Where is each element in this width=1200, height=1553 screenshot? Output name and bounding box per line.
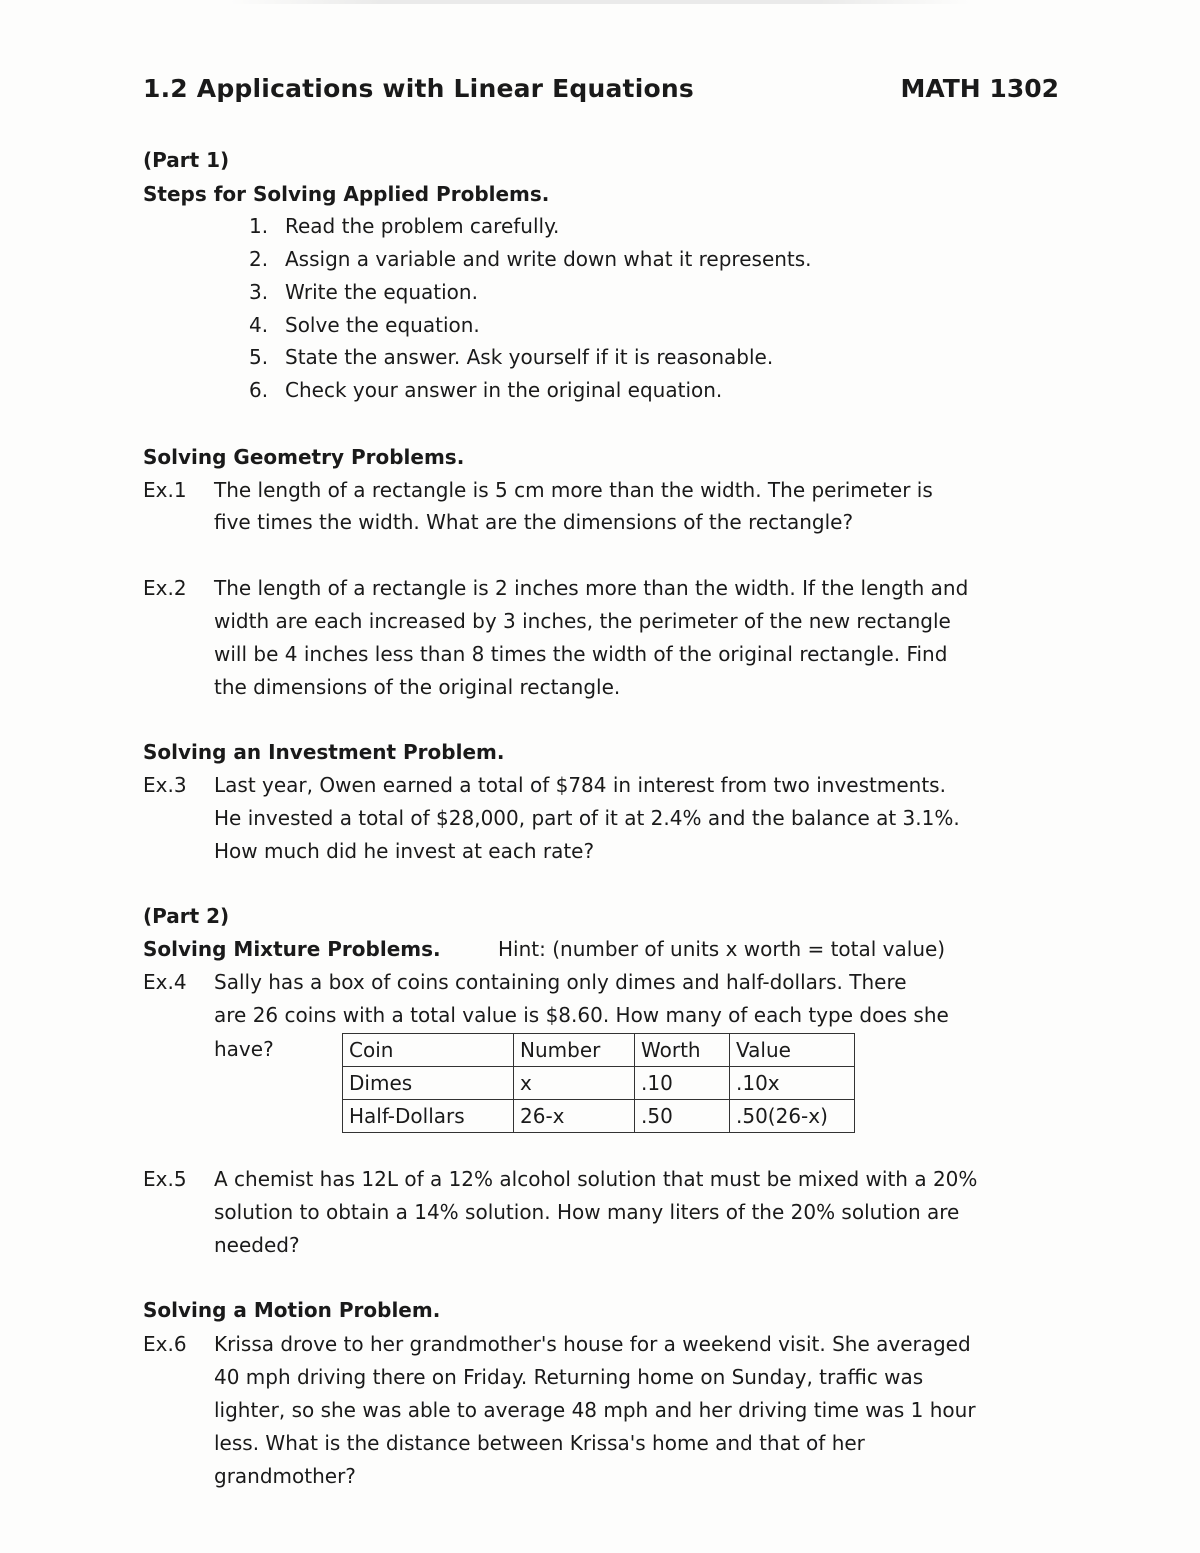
steps-heading: Steps for Solving Applied Problems. [143, 182, 550, 206]
part1-label: (Part 1) [143, 148, 230, 172]
ex2-label: Ex.2 [143, 576, 187, 600]
ex3-line: He invested a total of $28,000, part of it at 2.4% and the balance at 3.1%. [214, 806, 960, 830]
table-header-cell: Coin [343, 1034, 514, 1067]
step-number: 6. [249, 378, 269, 402]
ex6-line: Krissa drove to her grandmother's house for a weekend visit. She averaged [214, 1332, 971, 1356]
ex4-label: Ex.4 [143, 970, 187, 994]
coin-table [342, 1033, 855, 1133]
scan-edge [230, 0, 970, 4]
table-header-cell: Worth [635, 1034, 730, 1067]
page-title: 1.2 Applications with Linear Equations [143, 74, 694, 103]
step-item [249, 380, 722, 400]
step-number: 4. [249, 313, 269, 337]
motion-heading: Solving a Motion Problem. [143, 1298, 441, 1322]
ex5-line: needed? [214, 1233, 300, 1257]
table-cell: .50(26-x) [730, 1100, 855, 1133]
step-text: State the answer. Ask yourself if it is reasonable. [285, 345, 774, 369]
step-text: Check your answer in the original equation. [285, 378, 723, 402]
table-row [343, 1067, 855, 1100]
investment-heading: Solving an Investment Problem. [143, 740, 505, 764]
ex2-line: The length of a rectangle is 2 inches more than the width. If the length and [214, 576, 969, 600]
table-cell: Dimes [343, 1067, 514, 1100]
ex2-line: will be 4 inches less than 8 times the width of the original rectangle. Find [214, 642, 948, 666]
ex3-line: Last year, Owen earned a total of $784 in interest from two investments. [214, 773, 946, 797]
table-row [343, 1100, 855, 1133]
table-cell: 26-x [514, 1100, 635, 1133]
step-number: 5. [249, 345, 269, 369]
ex5-label: Ex.5 [143, 1167, 187, 1191]
ex2-line: width are each increased by 3 inches, the perimeter of the new rectangle [214, 609, 951, 633]
table-cell: .10 [635, 1067, 730, 1100]
table-header-row [343, 1034, 855, 1067]
hint-text: Hint: (number of units x worth = total value) [498, 937, 946, 961]
table-cell: x [514, 1067, 635, 1100]
step-item [249, 216, 559, 236]
step-item [249, 347, 773, 367]
ex3-line: How much did he invest at each rate? [214, 839, 595, 863]
ex4-line: are 26 coins with a total value is $8.60. How many of each type does she [214, 1003, 949, 1027]
step-item [249, 249, 812, 269]
geometry-heading: Solving Geometry Problems. [143, 445, 465, 469]
ex4-line: Sally has a box of coins containing only dimes and half-dollars. There [214, 970, 907, 994]
ex6-label: Ex.6 [143, 1332, 187, 1356]
step-text: Read the problem carefully. [285, 214, 560, 238]
page-header [143, 74, 1059, 114]
ex1-line: The length of a rectangle is 5 cm more than the width. The perimeter is [214, 478, 933, 502]
step-text: Assign a variable and write down what it represents. [285, 247, 812, 271]
ex2-line: the dimensions of the original rectangle. [214, 675, 621, 699]
ex3-label: Ex.3 [143, 773, 187, 797]
ex6-line: 40 mph driving there on Friday. Returning home on Sunday, traffic was [214, 1365, 924, 1389]
table-header-cell: Value [730, 1034, 855, 1067]
ex6-line: lighter, so she was able to average 48 mph and her driving time was 1 hour [214, 1398, 976, 1422]
step-item [249, 315, 480, 335]
step-item [249, 282, 478, 302]
step-text: Write the equation. [285, 280, 478, 304]
ex4-line: have? [214, 1037, 274, 1061]
ex5-line: solution to obtain a 14% solution. How many liters of the 20% solution are [214, 1200, 960, 1224]
step-number: 2. [249, 247, 269, 271]
table-cell: .50 [635, 1100, 730, 1133]
table-header-cell: Number [514, 1034, 635, 1067]
mixture-heading: Solving Mixture Problems. [143, 937, 441, 961]
step-text: Solve the equation. [285, 313, 480, 337]
ex1-line: five times the width. What are the dimensions of the rectangle? [214, 510, 854, 534]
course-code: MATH 1302 [900, 74, 1059, 103]
step-number: 1. [249, 214, 269, 238]
table-cell: .10x [730, 1067, 855, 1100]
ex1-label: Ex.1 [143, 478, 187, 502]
ex5-line: A chemist has 12L of a 12% alcohol solution that must be mixed with a 20% [214, 1167, 978, 1191]
step-number: 3. [249, 280, 269, 304]
part2-label: (Part 2) [143, 904, 230, 928]
ex6-line: less. What is the distance between Krissa's home and that of her [214, 1431, 865, 1455]
ex6-line: grandmother? [214, 1464, 356, 1488]
table-cell: Half-Dollars [343, 1100, 514, 1133]
